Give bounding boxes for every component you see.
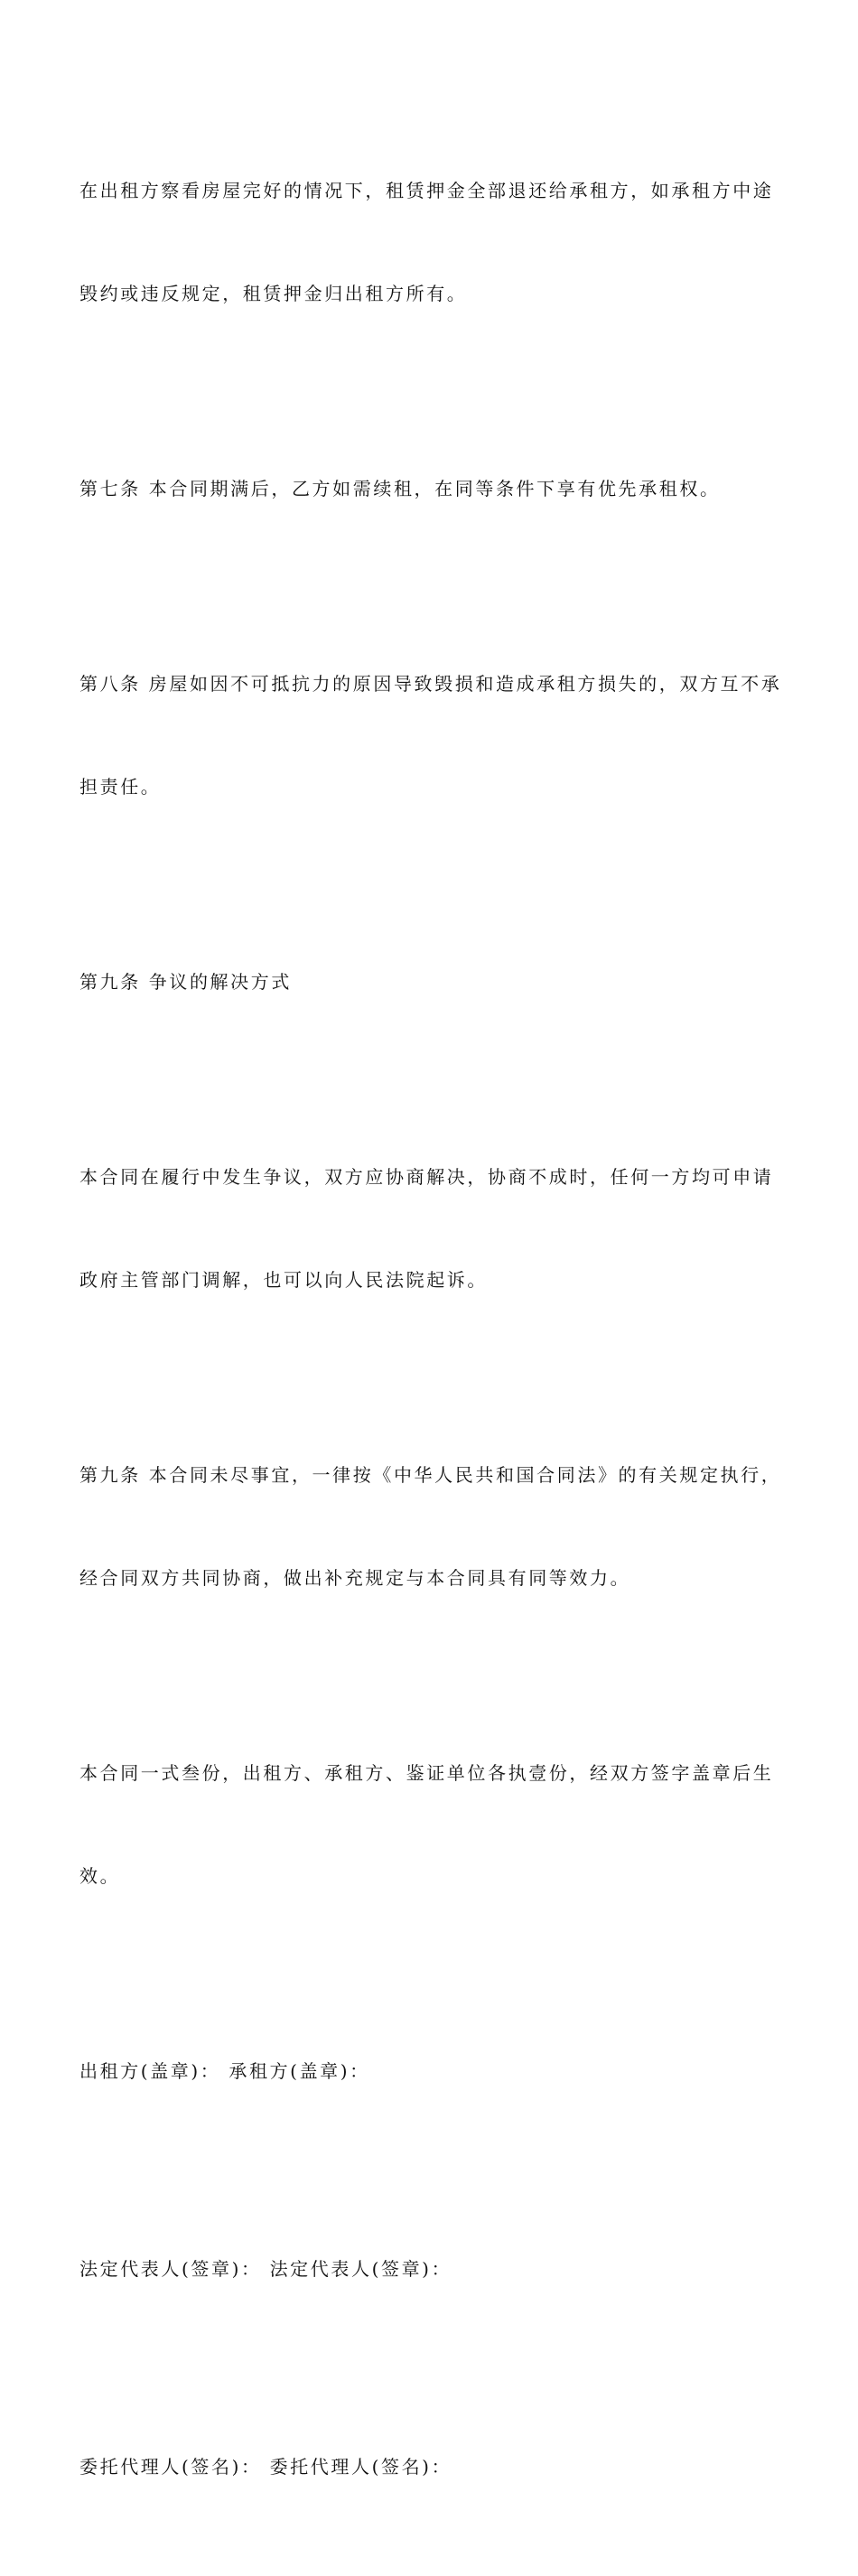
signature-agent-line <box>79 2381 779 2553</box>
paragraph-article-9b <box>79 1389 782 1664</box>
text-line: 第九条 争议的解决方式 <box>79 971 292 993</box>
text-line: 第九条 本合同未尽事宜，一律按《中华人民共和国合同法》的有关规定执行， <box>79 1464 782 1486</box>
text-line: 委托代理人(签名)： 委托代理人(签名)： <box>79 2456 452 2478</box>
text-line: 担责任。 <box>79 776 162 798</box>
signature-seal-line <box>79 1985 779 2157</box>
paragraph-copies <box>79 1687 779 1962</box>
document-body <box>79 105 782 2576</box>
paragraph-article-9-heading <box>79 896 779 1068</box>
text-line: 政府主管部门调解，也可以向人民法院起诉。 <box>79 1269 488 1291</box>
text-line: 在出租方察看房屋完好的情况下，租赁押金全部退还给承租方，如承租方中途 <box>79 180 774 201</box>
text-line: 第七条 本合同期满后，乙方如需续租，在同等条件下享有优先承租权。 <box>79 478 721 499</box>
text-line: 法定代表人(签章)： 法定代表人(签章)： <box>79 2258 452 2280</box>
paragraph-article-7 <box>79 403 779 574</box>
paragraph-article-9-body <box>79 1091 779 1366</box>
paragraph-article-8 <box>79 598 782 873</box>
paragraph-deposit-return <box>79 105 779 379</box>
text-line: 效。 <box>79 1865 121 1887</box>
signature-legal-rep-line <box>79 2183 779 2355</box>
text-line: 本合同在履行中发生争议，双方应协商解决，协商不成时，任何一方均可申请 <box>79 1166 774 1188</box>
text-line: 经合同双方共同协商，做出补充规定与本合同具有同等效力。 <box>79 1567 631 1589</box>
text-line: 出租方(盖章)： 承租方(盖章)： <box>79 2060 370 2082</box>
text-line: 第八条 房屋如因不可抵抗力的原因导致毁损和造成承租方损失的，双方互不承 <box>79 673 782 695</box>
text-line: 本合同一式叁份，出租方、承租方、鉴证单位各执壹份，经双方签字盖章后生 <box>79 1762 774 1784</box>
text-line: 毁约或违反规定，租赁押金归出租方所有。 <box>79 283 468 304</box>
